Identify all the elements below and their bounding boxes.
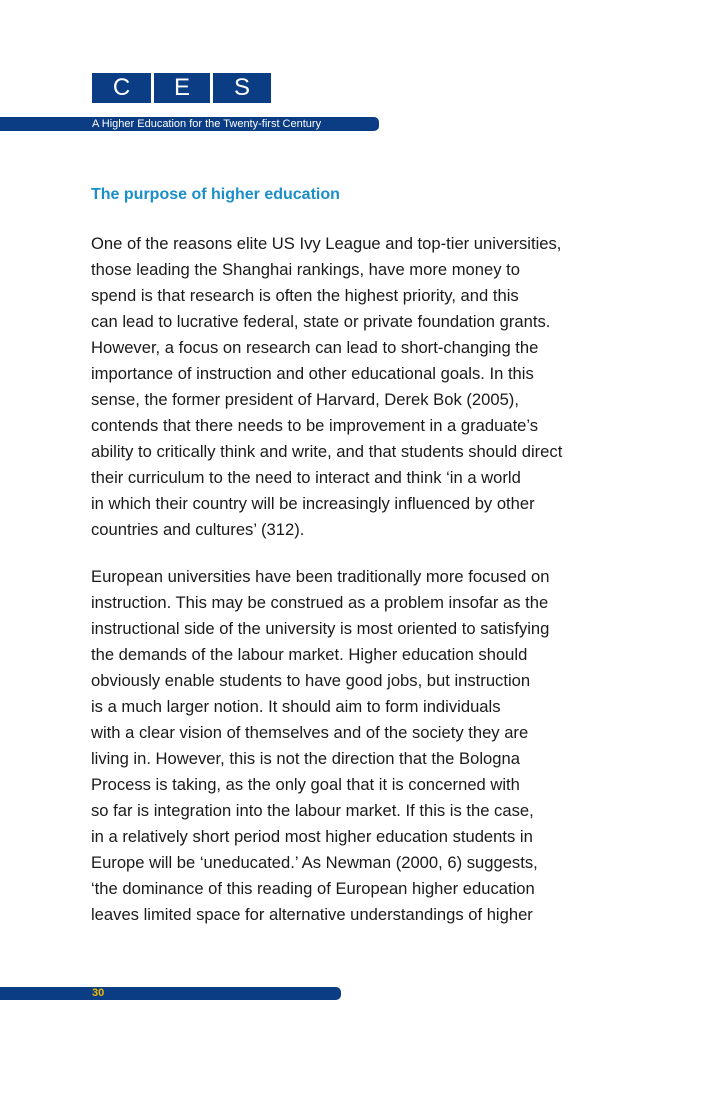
- tagline: A Higher Education for the Twenty-first Century: [92, 118, 322, 130]
- text-line: their curriculum to the need to interact and think ‘in a world: [91, 468, 521, 487]
- text-line: instruction. This may be construed as a problem insofar as the: [91, 593, 549, 612]
- text-line: Process is taking, as the only goal that it is concerned with: [91, 775, 520, 794]
- text-line: in a relatively short period most higher education students in: [91, 827, 533, 846]
- text-line: spend is that research is often the highest priority, and this: [91, 286, 519, 305]
- text-line: One of the reasons elite US Ivy League and top-tier universities,: [91, 234, 562, 253]
- section-title: The purpose of higher education: [91, 186, 340, 203]
- footer-bar: [0, 987, 341, 1000]
- text-line: European universities have been traditionally more focused on: [91, 567, 550, 586]
- text-line: is a much larger notion. It should aim to form individuals: [91, 697, 501, 716]
- text-line: importance of instruction and other educational goals. In this: [91, 364, 534, 383]
- text-line: countries and cultures’ (312).: [91, 520, 305, 539]
- text-line: with a clear vision of themselves and of the society they are: [91, 723, 529, 742]
- text-line: leaves limited space for alternative understandings of higher: [91, 905, 533, 924]
- text-line: ‘the dominance of this reading of European higher education: [91, 879, 535, 898]
- text-line: living in. However, this is not the direction that the Bologna: [91, 749, 520, 768]
- body-paragraph-1: [91, 231, 691, 543]
- text-line: the demands of the labour market. Higher education should: [91, 645, 528, 664]
- text-line: so far is integration into the labour market. If this is the case,: [91, 801, 534, 820]
- logo-letter-s: S: [213, 73, 271, 103]
- text-line: those leading the Shanghai rankings, have more money to: [91, 260, 520, 279]
- text-line: in which their country will be increasingly influenced by other: [91, 494, 535, 513]
- text-line: can lead to lucrative federal, state or private foundation grants.: [91, 312, 551, 331]
- logo-letter-e: E: [154, 73, 210, 103]
- body-paragraph-2: [91, 564, 691, 928]
- text-line: sense, the former president of Harvard, Derek Bok (2005),: [91, 390, 519, 409]
- text-line: Europe will be ‘uneducated.’ As Newman (2000, 6) suggests,: [91, 853, 538, 872]
- logo-letter-c: C: [92, 73, 151, 103]
- text-line: contends that there needs to be improvement in a graduate’s: [91, 416, 539, 435]
- text-line: obviously enable students to have good jobs, but instruction: [91, 671, 531, 690]
- text-line: ability to critically think and write, and that students should direct: [91, 442, 563, 461]
- text-line: However, a focus on research can lead to short-changing the: [91, 338, 539, 357]
- text-line: instructional side of the university is most oriented to satisfying: [91, 619, 550, 638]
- page-number: 30: [92, 987, 105, 999]
